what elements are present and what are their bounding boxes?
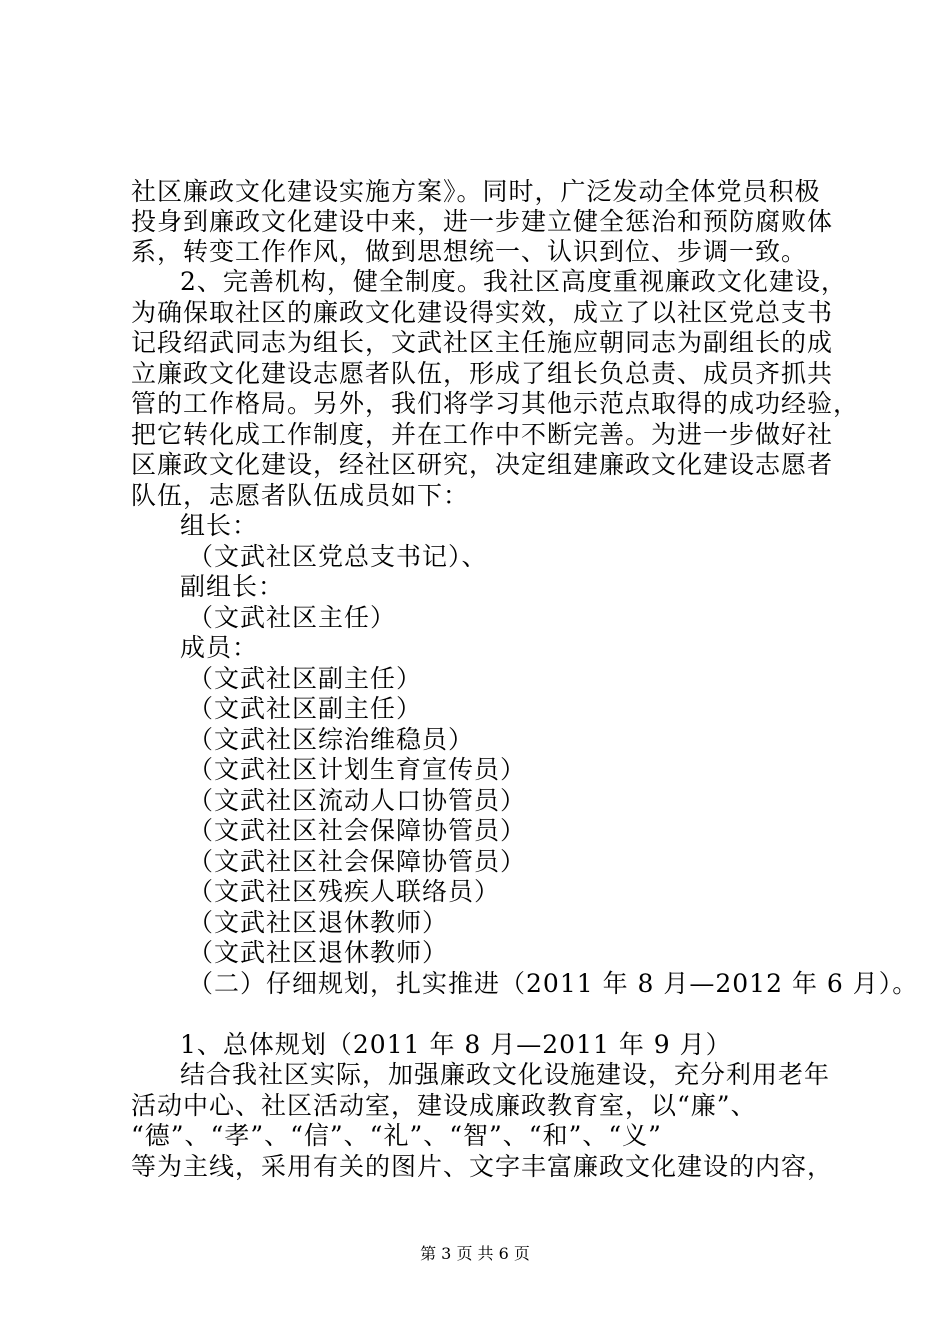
section-heading: （二）仔细规划，扎实推进（2011 年 8 月—2012 年 6 月）。	[188, 969, 919, 998]
body-line: 组长：	[180, 511, 259, 540]
page-footer	[0, 1244, 950, 1264]
body-line: （文武社区残疾人联络员）	[188, 877, 501, 906]
body-line: 系，转变工作作风，做到思想统一、认识到位、步调一致。	[131, 237, 808, 266]
page-number-label: 第 3 页 共 6 页	[420, 1244, 530, 1263]
body-line: （文武社区计划生育宣传员）	[188, 755, 527, 784]
body-line: （文武社区社会保障协管员）	[188, 847, 527, 876]
body-line: 队伍，志愿者队伍成员如下：	[131, 481, 470, 510]
body-line: （文武社区副主任）	[188, 694, 423, 723]
body-line: 结合我社区实际，加强廉政文化设施建设，充分利用老年	[180, 1060, 831, 1089]
body-line: 社区廉政文化建设实施方案》。同时，广泛发动全体党员积极	[131, 177, 821, 206]
subsection-heading: 1、总体规划（2011 年 8 月—2011 年 9 月）	[180, 1030, 732, 1059]
body-line: 2、完善机构，健全制度。我社区高度重视廉政文化建设，	[180, 267, 847, 296]
body-line: 为确保取社区的廉政文化建设得实效，成立了以社区党总支书	[131, 298, 834, 327]
body-line: （文武社区退休教师）	[188, 938, 449, 967]
body-line: “德”、“孝”、“信”、“礼”、“智”、“和”、“义”	[131, 1121, 662, 1150]
body-line: 副组长：	[180, 572, 285, 601]
body-line: （文武社区退休教师）	[188, 908, 449, 937]
body-line: 管的工作格局。另外，我们将学习其他示范点取得的成功经验，	[131, 389, 860, 418]
body-line: （文武社区综治维稳员）	[188, 725, 475, 754]
body-line: （文武社区主任）	[188, 603, 397, 632]
body-line: 立廉政文化建设志愿者队伍，形成了组长负总责、成员齐抓共	[131, 359, 834, 388]
body-line: 记段绍武同志为组长，文武社区主任施应朝同志为副组长的成	[131, 328, 834, 357]
body-line: 区廉政文化建设，经社区研究，决定组建廉政文化建设志愿者	[131, 450, 834, 479]
body-line: 把它转化成工作制度，并在工作中不断完善。为进一步做好社	[131, 420, 834, 449]
body-line: 投身到廉政文化建设中来，进一步建立健全惩治和预防腐败体	[131, 207, 834, 236]
body-line: （文武社区社会保障协管员）	[188, 816, 527, 845]
body-line: （文武社区副主任）	[188, 664, 423, 693]
body-line: （文武社区流动人口协管员）	[188, 786, 527, 815]
body-line: （文武社区党总支书记）、	[188, 542, 488, 571]
body-line: 等为主线，采用有关的图片、文字丰富廉政文化建设的内容，	[131, 1152, 834, 1181]
body-line: 活动中心、社区活动室，建设成廉政教育室，以“廉”、	[131, 1091, 757, 1120]
body-line: 成员：	[180, 633, 259, 662]
